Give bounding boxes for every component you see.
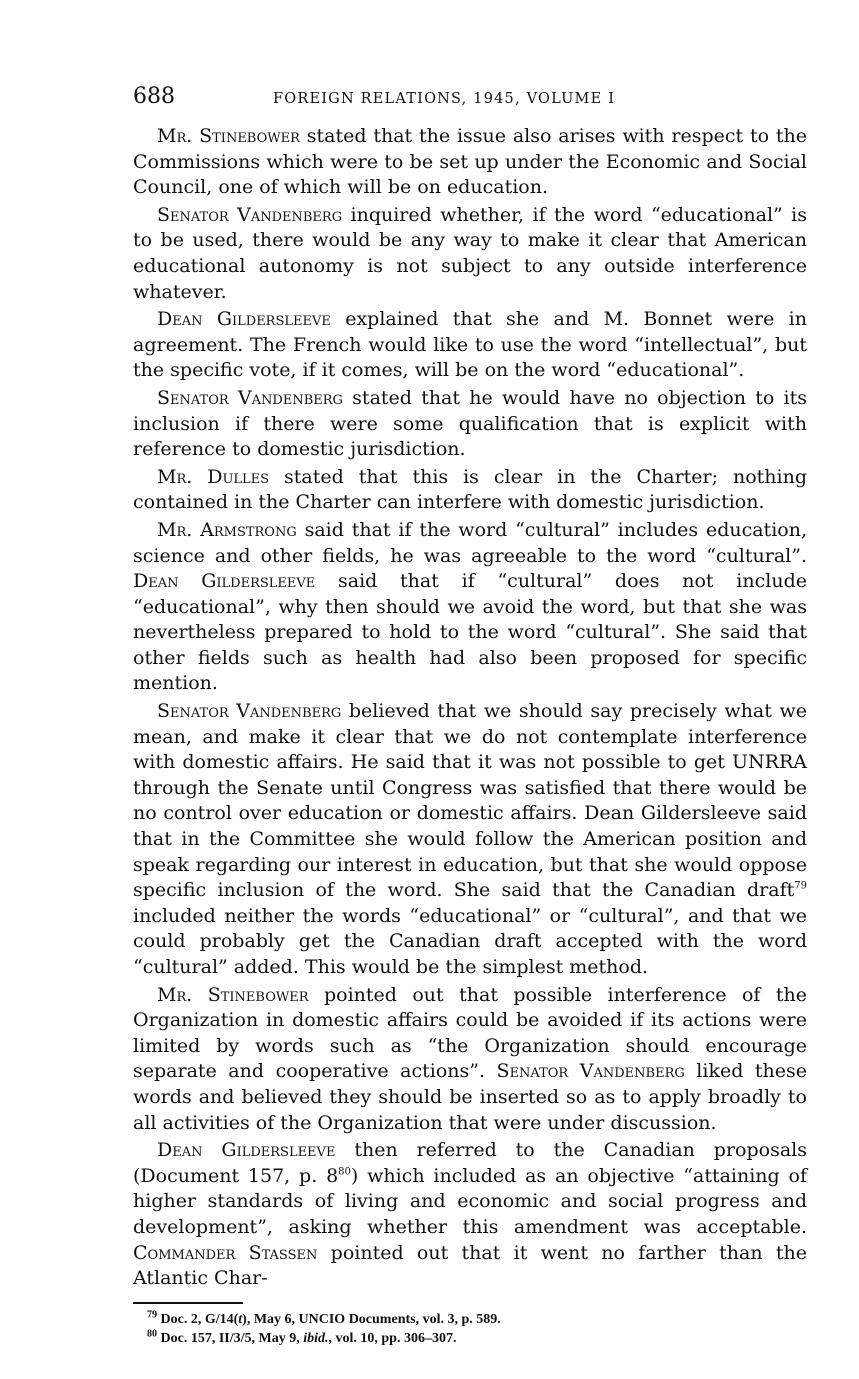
- paragraph-text: pointed out that possible interference of the Organization in domestic affairs could be avoided if its actions were limited by words such as “the Organization should encourage separate and cooperative actions”.: [133, 983, 807, 1083]
- paragraph-text: stated that this is clear in the Charter; nothing contained in the Charter can interfere with domestic jurisdiction.: [133, 465, 807, 514]
- paragraph-text: pointed out that it went no farther than the Atlantic Char-: [133, 1241, 808, 1290]
- speaker: Senator Vandenberg: [496, 1060, 685, 1083]
- speaker: Senator Vandenberg: [157, 203, 343, 226]
- paragraph-text: stated that he would have no objection to its inclusion if there were some qualification that is explicit with reference to domestic jurisdiction.: [133, 386, 807, 461]
- document-page: [133, 84, 807, 1348]
- paragraph-text: believed that we should say precisely what we mean, and make it clear that we do not contemplate interference with domestic affairs. He said that it was not possible to get UNRRA through the Senate until Congress was satisfied that there would be no control over education or domestic affairs. Dean Gildersleeve said that in the Committee she would follow the American position and speak regarding our interest in education, but that she would oppose specific inclusion of the word. She said that the Canadian draft: [133, 700, 807, 902]
- speaker: Senator Vandenberg: [157, 386, 343, 409]
- speaker: Dean Gildersleeve: [133, 570, 316, 593]
- paragraph-1: [133, 124, 807, 201]
- speaker: Mr. Stinebower: [157, 125, 300, 147]
- footnote-text: Doc. 157, II/3/5, May 9,: [160, 1330, 304, 1346]
- paragraph-text: ) which included as an objective “attaining of higher standards of living and economic and social progress and development”, asking whether this amendment was acceptable.: [133, 1164, 807, 1238]
- paragraph-text: inquired whether, if the word “educational” is to be used, there would be any way to make it clear that American educational autonomy is not subject to any outside interference whatever.: [133, 203, 808, 303]
- paragraph-text: then referred to the Canadian proposals (Document 157, p. 8: [133, 1139, 807, 1187]
- paragraph-text: said that if “cultural” does not include “educational”, why then should we avoid the word, but that she was nevertheless prepared to hold to the word “cultural”. She said that other fields such as health had also been proposed for specific mention.: [133, 570, 807, 695]
- speaker: Mr. Dulles: [157, 465, 270, 488]
- footnote-mark: 79: [147, 1309, 157, 1321]
- footnote: [147, 1310, 807, 1329]
- paragraph-5: [133, 465, 807, 516]
- speaker: Dean Gildersleeve: [157, 1139, 336, 1162]
- speaker: Senator Vandenberg: [157, 700, 342, 723]
- paragraph-9: [133, 1138, 807, 1292]
- footnote-mark: 80: [147, 1328, 157, 1340]
- footnote-divider: [133, 1302, 243, 1304]
- running-title: FOREIGN RELATIONS, 1945, VOLUME I: [273, 91, 616, 107]
- footnote-text: ), May 6, UNCIO Documents, vol. 3, p. 589.: [242, 1311, 501, 1327]
- speaker: Mr. Stinebower: [157, 983, 309, 1006]
- paragraph-text: liked these words and believed they should be inserted so as to apply broadly to all activities of the Organization that were under discussion.: [133, 1060, 808, 1134]
- footnote-italic: ibid.: [303, 1330, 329, 1346]
- paragraph-text: explained that she and M. Bonnet were in agreement. The French would like to use the word “intellectual”, but the specific vote, if it comes, will be on the word “educational”.: [133, 308, 807, 382]
- footnote-text: Doc. 2, G/14(: [160, 1311, 239, 1327]
- footnote-italic: t: [238, 1311, 243, 1327]
- paragraph-text: said that if the word “cultural” includes education, science and other fields, he was agreeable to the word “cultural”.: [133, 518, 807, 567]
- paragraph-8: [133, 983, 807, 1137]
- paragraph-2: [133, 203, 807, 305]
- footnote-ref: 80: [338, 1166, 351, 1178]
- paragraph-3: [133, 307, 807, 384]
- speaker: Mr. Armstrong: [157, 518, 297, 541]
- page-header: [133, 84, 807, 124]
- footnote-text: , vol. 10, pp. 306–307.: [328, 1330, 457, 1346]
- footnote-ref: 79: [794, 880, 807, 892]
- page-number: 688: [133, 84, 175, 109]
- paragraph-4: [133, 386, 807, 463]
- speaker: Dean Gildersleeve: [157, 308, 331, 331]
- paragraph-7: [133, 699, 807, 981]
- speaker: Commander Stassen: [133, 1241, 318, 1264]
- footnote: [147, 1329, 807, 1348]
- paragraph-text: included neither the words “educational” or “cultural”, and that we could probably get the Canadian draft accepted with the word “cultural” added. This would be the simplest method.: [133, 904, 807, 978]
- paragraph-text: stated that the issue also arises with respect to the Commissions which were to be set up under the Economic and Social Council, one of which will be on education.: [133, 125, 807, 199]
- paragraph-6: [133, 518, 807, 697]
